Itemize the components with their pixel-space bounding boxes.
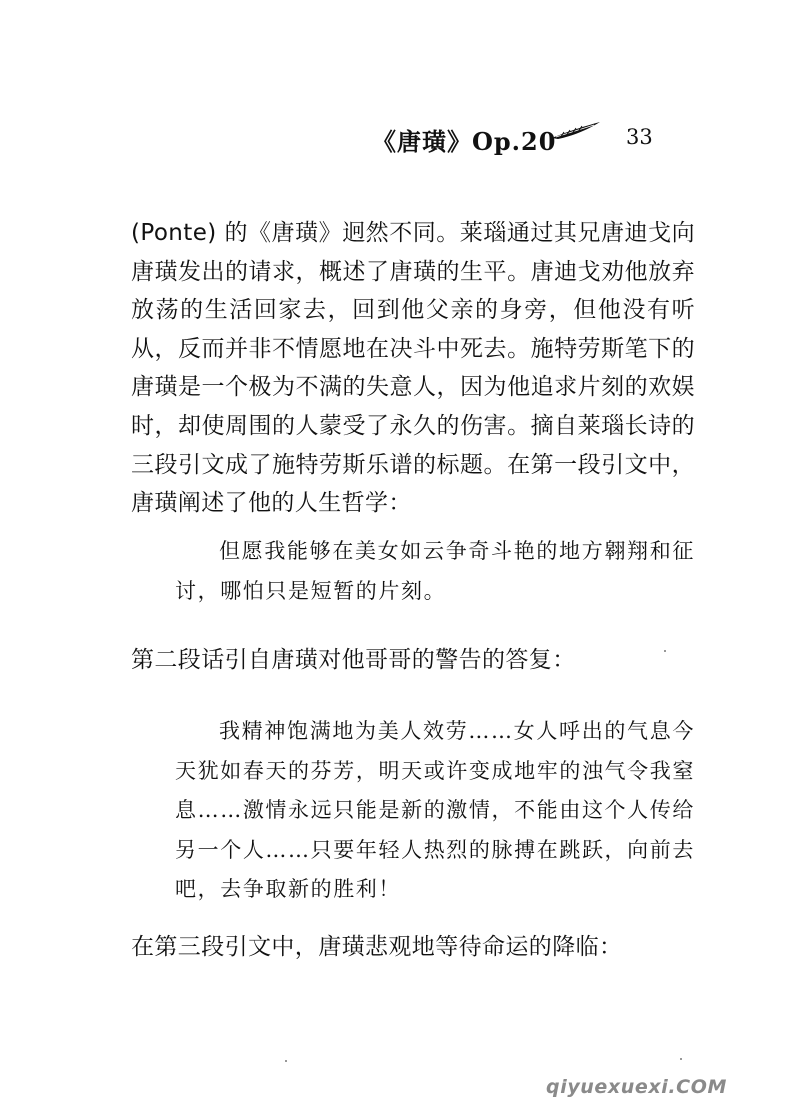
- quill-ornament-icon: [550, 120, 602, 144]
- page-number: 33: [626, 125, 653, 149]
- scan-speck: [680, 1058, 682, 1060]
- quote-2-intro-container: [131, 641, 695, 679]
- body-paragraph: (Ponte) 的《唐璜》迥然不同。莱瑙通过其兄唐迪戈向唐璜发出的请求，概述了唐璜的生平。唐迪戈劝他放弃放荡的生活回家去，回到他父亲的身旁，但他没有听从，反而并非不情愿地在决斗中死去。施特劳斯笔下的唐璜是一个极为不满的失意人，因为他追求片刻的欢娱时，却使周围的人蒙受了永久的伤害。摘自莱瑙长诗的三段引文成了施特劳斯乐谱的标题。在第一段引文中，唐璜阐述了他的人生哲学：: [131, 220, 695, 517]
- header-title: 《唐璜》Op.20: [372, 127, 557, 156]
- quotation-2: [175, 712, 695, 910]
- quotation-1: [175, 531, 695, 611]
- quote-3-intro: 在第三段引文中，唐璜悲观地等待命运的降临：: [131, 934, 623, 960]
- quote-3-intro-container: [131, 928, 695, 966]
- quotation-2-text: 我精神饱满地为美人效劳……女人呼出的气息今天犹如春天的芬芳，明天或许变成地牢的浊气令我窒息……激情永远只能是新的激情，不能由这个人传给另一个人……只要年轻人热烈的脉搏在跳跃，向前去吧，去争取新的胜利！: [175, 719, 695, 901]
- running-header: [372, 118, 672, 154]
- scan-speck: [285, 1060, 287, 1062]
- scan-speck: [664, 650, 666, 652]
- body-paragraph-container: [131, 214, 695, 523]
- site-watermark: qiyuexuexi.COM: [546, 1076, 727, 1098]
- quotation-1-text: 但愿我能够在美女如云争奇斗艳的地方翱翔和征讨，哪怕只是短暂的片刻。: [175, 539, 695, 603]
- quote-2-intro: 第二段话引自唐璜对他哥哥的警告的答复：: [131, 647, 576, 673]
